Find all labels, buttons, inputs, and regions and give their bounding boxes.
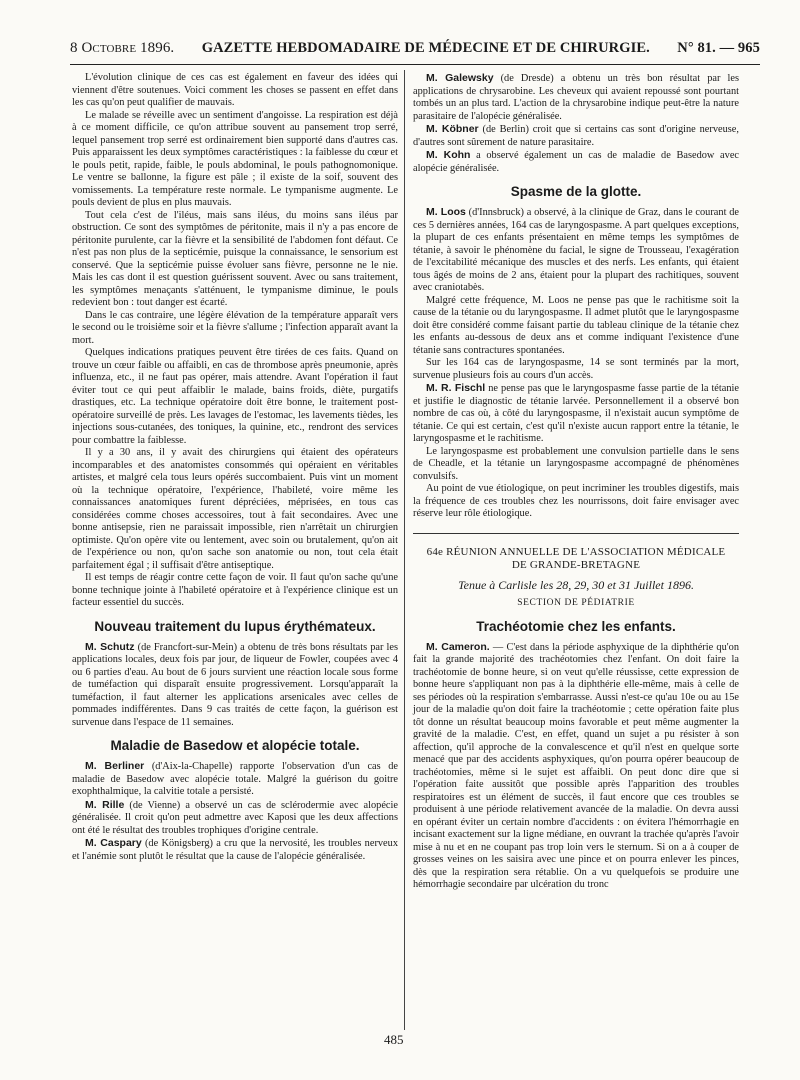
paragraph-text: (de Königsberg) a cru que la nervosité, les troubles nerveux et l'anémie sont plutôt le résultat que la cause de l'alopécie généralisée. [72, 838, 398, 862]
section-heading-basedow: Maladie de Basedow et alopécie totale. [110, 738, 360, 753]
paragraph-text: a observé également un cas de maladie de Basedow avec alopécie généralisée. [413, 150, 739, 174]
paragraph-kohn [413, 149, 739, 175]
paragraph-text: (d'Innsbruck) a observé, à la clinique de Graz, dans le courant de ces 5 dernières années, 164 cas de laryngospasme. A part quelques exceptions, la plupart de ces enfants présentaient en même temps les symptômes de tétanie, à savoir le phénomène du facial, le signe de Trousseau, l'exagération de l'excitabilité mécanique des muscles et des nerfs. Les enfants, qui étaient tous âgés de moins de 2 ans, étaient pour la plupart des rachitiques, souvent avec craniotabès. [413, 207, 739, 293]
paragraph-cameron [413, 641, 739, 892]
paragraph-schutz [72, 641, 398, 730]
paragraph-text: (de Dresde) a obtenu un très bon résultat par les applications de chrysarobine. Les cheveux qui avaient repoussé sont pourtant tombés un an plus tard. L'action de la chrysarobine indique peut-être la nature parasitaire de l'alopécie généralisée. [413, 73, 739, 122]
paragraph-text: — C'est dans la période asphyxique de la diphthérie qu'on fait la grande majorité des trachéotomies chez l'enfant. On doit faire la trachéotomie de bonne heure, si on veut qu'elle réussisse, cette expression de bonne heure s'appliquant non pas à la diphthérie elle-même, mais à celle de ses périodes où la respiration s'embarrasse. Aussi n'est-ce qu'au 10e ou au 15e jour de la maladie qu'on doit faire la trachéotomie ; cette opération faite plus tôt donne un résultat beaucoup moins favorable et peut même augmenter la gravité de la maladie. C'est, en effet, quand un sujet a pu résister à son affection, qu'il approche de la convalescence et qu'il n'est en quelque sorte menacé que par des accidents asphyxiques, qu'on pourra opérer beaucoup de trachéotomies, même si le sujet est affaibli. On peut donc dire que si l'opération faite aussitôt que possible après l'apparition des troubles respiratoires est un élément de succès, il faut encore que ces troubles se produisent à une période relativement avancée de la maladie. On devra aussi en opérant éviter un certain nombre d'accidents : on évitera l'hémorrhagie en incisant exactement sur la ligne médiane, en ouvrant la trachée qu'après l'avoir mise à nu et en ne coupant pas trop loin vers le sternum. Si on a à couper de grosses veines on les saisira avec une pince et on pourra enlever les pinces, dès que la respiration sera rétablie. On a vu quelquefois se produire une hémorrhagie secondaire par ulcération du tronc [413, 641, 739, 890]
header-date: 8 Octobre 1896. [70, 40, 175, 56]
paragraph: Il est temps de réagir contre cette façon de voir. Il faut qu'on sache qu'une bonne technique jointe à l'habileté opératoire et à l'expérience clinique est un facteur essentiel du succès. [72, 572, 398, 608]
header-rule [70, 64, 760, 65]
paragraph-caspary [72, 837, 398, 863]
author-name: M. Rille [85, 798, 125, 811]
section-heading-tracheotomie: Trachéotomie chez les enfants. [476, 618, 676, 634]
paragraph-galewsky [413, 72, 739, 123]
congress-title-line: 64e RÉUNION ANNUELLE DE L'ASSOCIATION MÉDICALE [426, 545, 726, 558]
section-rule [413, 533, 739, 534]
section-heading-lupus: Nouveau traitement du lupus érythémateux. [94, 618, 376, 634]
paragraph: Dans le cas contraire, une légère élévation de la température apparaît vers le second ou le troisième soir et la fièvre s'allume ; l'infection apparaît avant la mort. [72, 309, 398, 346]
page-number: 485 [384, 1032, 404, 1047]
paragraph-loos [413, 206, 739, 295]
issue-number: N° 81. — 965 [677, 40, 760, 56]
left-column [72, 72, 398, 863]
column-divider [404, 70, 405, 1030]
paragraph: Le laryngospasme est probablement une convulsion partielle dans le sens de Cheadle, et la tétanie un laryngospasme accompagné de phénomènes convulsifs. [413, 445, 739, 482]
paragraph-text: (de Berlin) croit que si certains cas sont d'origine nerveuse, d'autres sont sûrement de nature parasitaire. [413, 124, 739, 148]
congress-title-line: DE GRANDE-BRETAGNE [511, 559, 641, 571]
congress-title [413, 546, 739, 573]
paragraph: Malgré cette fréquence, M. Loos ne pense pas que le rachitisme soit la cause de la tétanie ou du laryngospasme. Il admet plutôt que le laryngospasme doit être considéré comme faisant partie du tableau clinique de la tétanie chez les enfants au-dessous de deux ans et comme indiquant l'existence d'une tétanie sans contractures spontanées. [413, 294, 739, 356]
paragraph-kobner [413, 123, 739, 149]
paragraph: Tout cela c'est de l'iléus, mais sans iléus, du moins sans iléus par obstruction. Ce sont des symptômes de péritonite, mais il n'y a pas encore de péritonite purulente, car la fièvre et la sensibilité de l'abdomen font défaut. Ce n'est pas non plus de la septicémie, puisque la connaissance, le sensorium est conservé. Que la septicémie puisse évoluer sans fièvre, personne ne le nie. Mais les cas dont il est question guérissent souvent. Avec ou sans traitement, les symptômes menaçants s'atténuent, le tympanisme diminue, le pouls redevient bon : tout danger est écarté. [72, 209, 398, 308]
paragraph: Il y a 30 ans, il y avait des chirurgiens qui étaient des opérateurs incomparables et des anatomistes consommés qui opéraient en véritables artistes, et malgré cela tous leurs opérés succombaient. Puis vint un moment où la technique opératoire, l'expérience, l'habileté, voire même les connaissances anatomiques furent dépréciées, méprisées, en tous cas considérées comme choses accessoires, tout à fait secondaires. Avec une bonne antisepsie, rien ne paraissait impossible, rien n'arrêtait un chirurgien optimiste. Qu'on opère vite ou lentement, avec soin ou brutalement, qu'on ait de l'expérience ou non, qu'on sache son anatomie ou non, tout cela était parfaitement égal ; il suffisait d'être antiseptique. [72, 447, 398, 571]
paragraph: Au point de vue étiologique, on peut incriminer les troubles digestifs, mais la fréquence de ces troubles chez les nourrissons, doit faire envisager avec réserve leur rôle étiologique. [413, 483, 739, 519]
paragraph: L'évolution clinique de ces cas est également en faveur des idées qui viennent d'être soutenues. Voici comment les choses se passent en effet dans les cas qu'on peut qualifier de mauvais. [72, 72, 398, 108]
paragraph: Sur les 164 cas de laryngospasme, 14 se sont terminés par la mort, survenue plusieurs fois au cours d'un accès. [413, 357, 739, 381]
paragraph: Quelques indications pratiques peuvent être tirées de ces faits. Quand on trouve un cœur faible ou affaibli, en cas de thrombose après pneumonie, après influenza, etc., il ne faut pas opérer, mais attendre. Avant l'opération il faut éviter tout ce qui peut affaiblir le malade, bains froids, diète, purgatifs drastiques, etc. La technique opératoire doit être bonne, le traitement post-opératoire surveillé de près. Les lavages de l'estomac, les lavements tièdes, les injections sous-cutanées, des toniques, la quinine, etc., rendront des services pour combattre la faiblesse. [72, 347, 398, 446]
section-heading-spasme: Spasme de la glotte. [510, 184, 642, 199]
section-label: SECTION DE PÉDIATRIE [517, 598, 635, 608]
author-name: M. Kohn [426, 149, 471, 161]
congress-dates: Tenue à Carlisle les 28, 29, 30 et 31 Juillet 1896. [458, 577, 694, 592]
paragraph-fischl [413, 382, 739, 446]
author-name: M. Schutz [85, 640, 135, 653]
paragraph-text: (de Vienne) a observé un cas de sclérodermie avec alopécie généralisée. Il croit qu'on peut admettre avec Kaposi que les deux affections ont été le résultat des troubles trophiques d'origine centrale. [72, 799, 398, 836]
paragraph-rille [72, 799, 398, 838]
author-name: M. Berliner [85, 760, 145, 772]
running-header [70, 40, 760, 62]
paragraph-berliner [72, 760, 398, 799]
author-name: M. Köbner [426, 123, 479, 135]
paragraph-text: (de Francfort-sur-Mein) a obtenu de très bons résultats par les applications locales, deux fois par jour, de liqueur de Fowler, coupées avec 4 ou 6 parties d'eau. Au bout de 6 jours survient une réaction locale sous forme de tuméfaction qui disparaît ensuite progressivement. Lorsqu'apparaît la tuméfaction, il faut alterner les applications arsenicales avec celles de pommades indifférentes. Dans 9 cas traités de cette façon, la guérison est survenue dans l'espace de 11 semaines. [72, 641, 398, 728]
author-name: M. Loos [426, 206, 466, 218]
right-column [413, 72, 739, 892]
author-name: M. Cameron. [426, 640, 490, 653]
author-name: M. Caspary [85, 837, 142, 849]
author-name: M. R. Fischl [426, 382, 486, 394]
journal-title: GAZETTE HEBDOMADAIRE DE MÉDECINE ET DE CHIRURGIE. [201, 40, 650, 56]
paragraph-text: (d'Aix-la-Chapelle) rapporte l'observation d'un cas de maladie de Basedow avec alopécie totale. Malgré la guérison du goitre exophthalmique, la calvitie totale a persisté. [72, 761, 398, 797]
paragraph: Le malade se réveille avec un sentiment d'angoisse. La respiration est déjà à ce moment difficile, ce qu'on attribue souvent au pansement trop serré, lequel pansement trop serré est ordinairement bien supporté dans d'autres cas. Puis apparaissent les deux symptômes caractéristiques : la faiblesse du cœur et le pouls petit, rapide, faible, le pouls abdominal, le pouls pathognomonique. Le ventre se ballonne, la figure est pâle ; il existe de la soif, souvent des vomissements. La température reste normale. Le tympanisme augmente. Le pouls devient de plus en plus mauvais. [72, 109, 398, 208]
paragraph-text: ne pense pas que le laryngospasme fasse partie de la tétanie et justifie le diagnostic de tétanie larvée. Personnellement il a observé bon nombre de cas où, à côté du laryngospasme, il n'existait aucun symptôme de tétanie. Ce qui est certain, c'est qu'il n'existe aucun rapport entre la tétanie, le laryngospasme et le rachitisme. [413, 383, 740, 444]
author-name: M. Galewsky [426, 72, 494, 84]
